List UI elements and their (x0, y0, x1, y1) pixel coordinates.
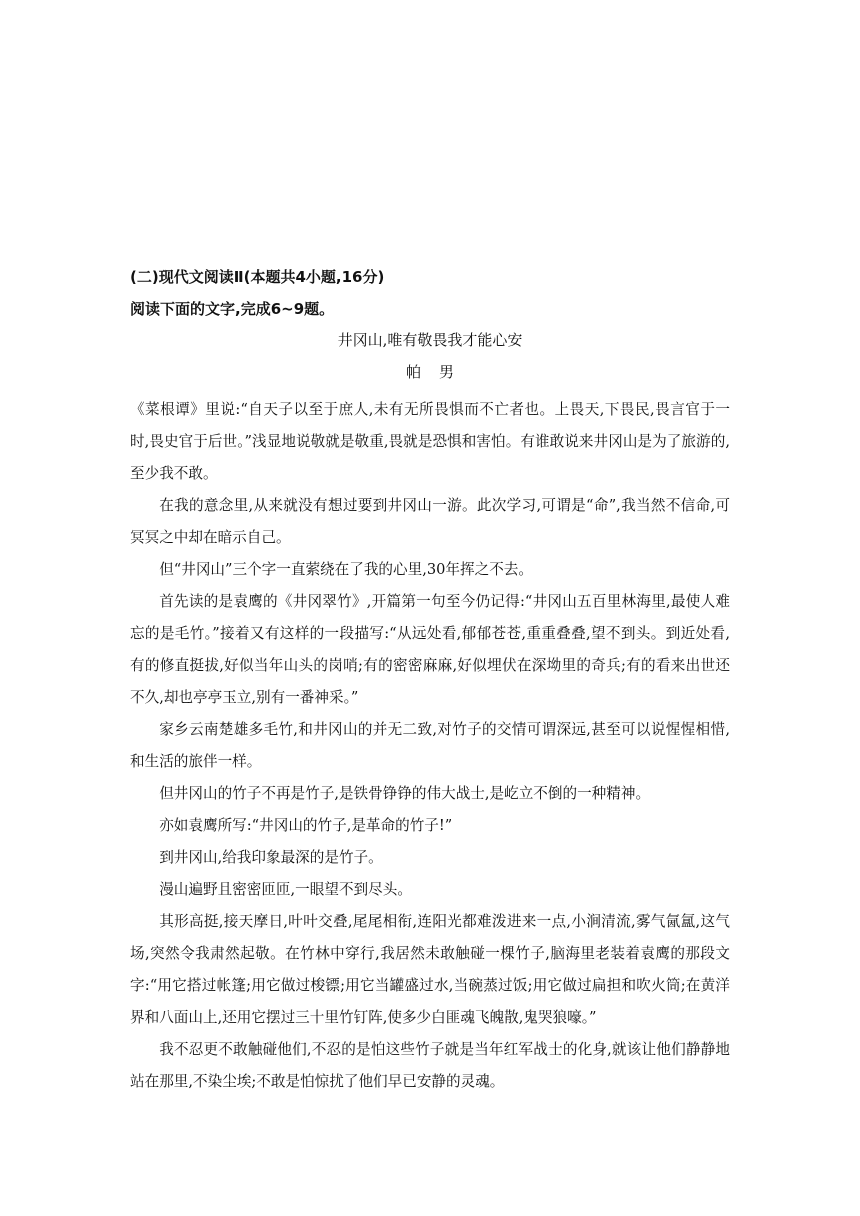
paragraph: 《菜根谭》里说:“自天子以至于庶人,未有无所畏惧而不亡者也。上畏天,下畏民,畏言官于一时,畏史官于后世。”浅显地说敬就是敬重,畏就是恐惧和害怕。有谁敢说来井冈山是为了旅游的,至少我不敢。 (130, 401, 730, 482)
article-body (130, 394, 730, 1098)
paragraph: 但“井冈山”三个字一直萦绕在了我的心里,30年挥之不去。 (159, 561, 533, 578)
section-heading: (二)现代文阅读Ⅱ(本题共4小题,16分) (130, 268, 385, 286)
paragraph: 在我的意念里,从来就没有想过要到井冈山一游。此次学习,可谓是“命”,我当然不信命,可冥冥之中却在暗示自己。 (130, 497, 730, 546)
paragraph: 首先读的是袁鹰的《井冈翠竹》,开篇第一句至今仍记得:“井冈山五百里林海里,最使人难忘的是毛竹。”接着又有这样的一段描写:“从远处看,郁郁苍苍,重重叠叠,望不到头。到近处看,有的修直挺拔,好似当年山头的岗哨;有的密密麻麻,好似埋伏在深坳里的奇兵;有的看来出世还不久,却也亭亭玉立,别有一番神采。” (130, 593, 730, 706)
paragraph: 亦如袁鹰所写:“井冈山的竹子,是革命的竹子!” (159, 817, 453, 834)
paragraph: 但井冈山的竹子不再是竹子,是铁骨铮铮的伟大战士,是屹立不倒的一种精神。 (159, 785, 651, 802)
paragraph: 到井冈山,给我印象最深的是竹子。 (159, 849, 383, 866)
paragraph: 我不忍更不敢触碰他们,不忍的是怕这些竹子就是当年红军战士的化身,就该让他们静静地站在那里,不染尘埃;不敢是怕惊扰了他们早已安静的灵魂。 (130, 1041, 730, 1090)
paragraph: 漫山遍野且密密匝匝,一眼望不到尽头。 (159, 881, 412, 898)
article-title: 井冈山,唯有敬畏我才能心安 (337, 331, 523, 349)
reading-instruction: 阅读下面的文字,完成6~9题。 (130, 300, 335, 318)
paragraph: 家乡云南楚雄多毛竹,和井冈山的并无二致,对竹子的交情可谓深远,甚至可以说惺惺相惜,和生活的旅伴一样。 (130, 721, 730, 770)
article-author: 帕男 (405, 363, 472, 381)
paragraph: 其形高挺,接天摩日,叶叶交叠,尾尾相衔,连阳光都难泼进来一点,小涧清流,雾气氤氲,这气场,突然令我肃然起敬。在竹林中穿行,我居然未敢触碰一棵竹子,脑海里老装着袁鹰的那段文字:“用它搭过帐篷;用它做过梭镖;用它当罐盛过水,当碗蒸过饭;用它做过扁担和吹火筒;在黄洋界和八面山上,还用它摆过三十里竹钉阵,使多少白匪魂飞魄散,鬼哭狼嚎。” (130, 913, 730, 1026)
